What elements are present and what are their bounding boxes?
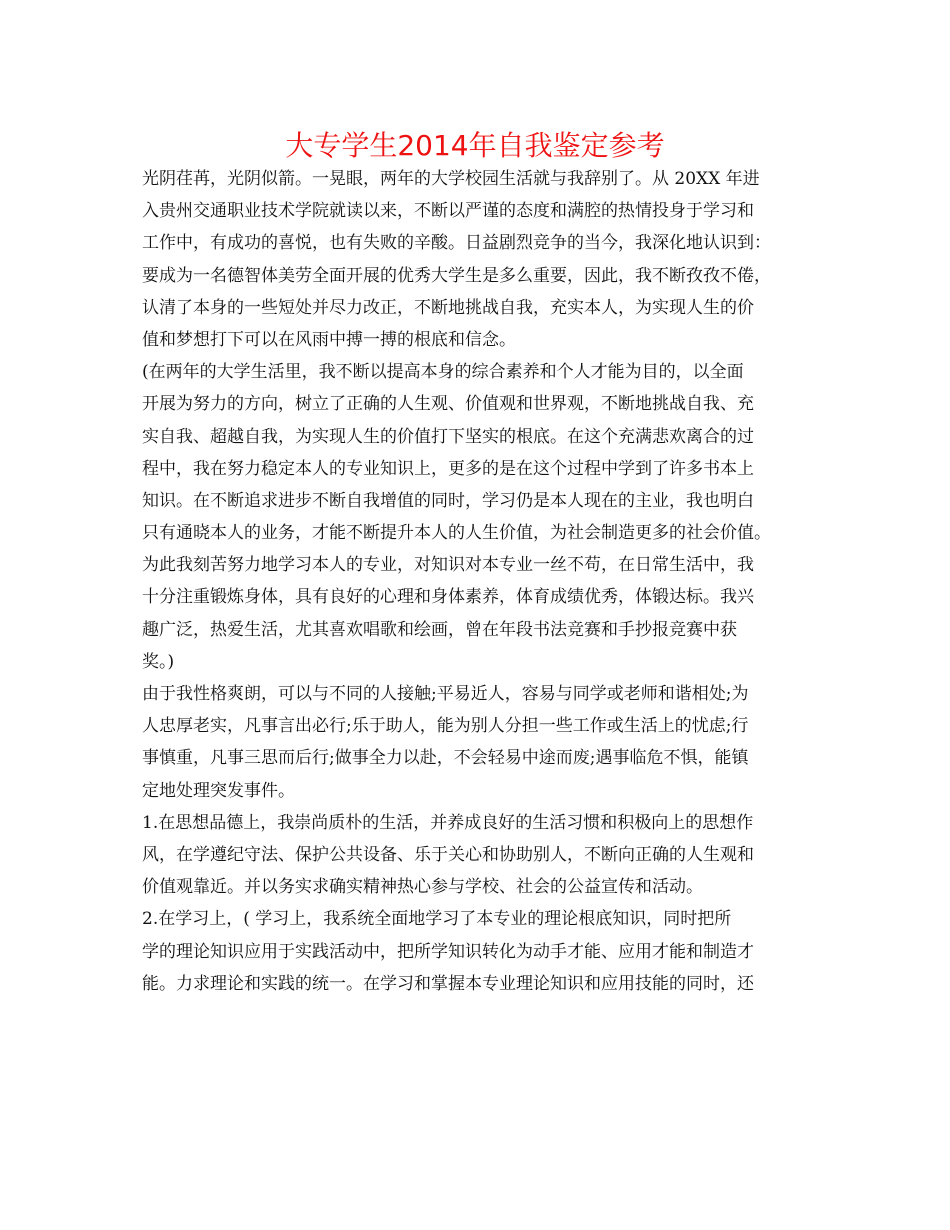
body-text-line: 奖。)	[142, 651, 175, 672]
body-text-line: 2.在学习上，( 学习上，我系统全面地学习了本专业的理论根底知识，同时把所	[142, 909, 732, 930]
body-text-line: 学的理论知识应用于实践活动中，把所学知识转化为动手才能、应用才能和制造才	[142, 941, 754, 962]
body-text-line: 1.在思想品德上，我崇尚质朴的生活，并养成良好的生活习惯和积极向上的思想作	[142, 812, 754, 833]
body-text-line: 只有通晓本人的业务，才能不断提升本人的人生价值，为社会制造更多的社会价值。	[142, 523, 771, 544]
document-body	[142, 163, 807, 1000]
body-text-line: 人忠厚老实，凡事言出必行;乐于助人，能为别人分担一些工作或生活上的忧虑;行	[142, 716, 749, 737]
body-text-line: 十分注重锻炼身体，具有良好的心理和身体素养，体育成绩优秀，体锻达标。我兴	[142, 587, 754, 608]
body-text-line: 光阴荏苒，光阴似箭。一晃眼，两年的大学校园生活就与我辞别了。从 20XX 年进	[142, 169, 760, 189]
body-text-line: 由于我性格爽朗，可以与不同的人接触;平易近人，容易与同学或老师和谐相处;为	[142, 684, 749, 704]
body-text-line: 实自我、超越自我，为实现人生的价值打下坚实的根底。在这个充满悲欢离合的过	[142, 426, 754, 447]
body-text-line: (在两年的大学生活里，我不断以提高本身的综合素养和个人才能为目的，以全面	[142, 362, 744, 383]
body-text-line: 开展为努力的方向，树立了正确的人生观、价值观和世界观，不断地挑战自我、充	[142, 394, 754, 415]
body-text-line: 入贵州交通职业技术学院就读以来，不断以严谨的态度和满腔的热情投身于学习和	[142, 201, 754, 222]
body-text-line: 为此我刻苦努力地学习本人的专业，对知识对本专业一丝不苟，在日常生活中，我	[142, 555, 754, 576]
body-text-line: 值和梦想打下可以在风雨中搏一搏的根底和信念。	[142, 329, 516, 350]
body-text-line: 知识。在不断追求进步不断自我增值的同时，学习仍是本人现在的主业，我也明白	[142, 490, 754, 511]
body-text-line: 价值观靠近。并以务实求确实精神热心参与学校、社会的公益宣传和活动。	[142, 877, 703, 898]
document-title: 大专学生2014年自我鉴定参考	[285, 129, 665, 162]
body-text-line: 趣广泛，热爱生活，尤其喜欢唱歌和绘画，曾在年段书法竞赛和手抄报竞赛中获	[142, 619, 737, 640]
body-text-line: 工作中，有成功的喜悦，也有失败的辛酸。日益剧烈竞争的当今，我深化地认识到：	[142, 233, 771, 254]
body-text-line: 风，在学遵纪守法、保护公共设备、乐于关心和协助别人，不断向正确的人生观和	[142, 844, 754, 865]
body-text-line: 事慎重，凡事三思而后行;做事全力以赴，不会轻易中途而废;遇事临危不惧，能镇	[142, 748, 749, 769]
body-text-line: 定地处理突发事件。	[142, 780, 295, 801]
body-text-line: 认清了本身的一些短处并尽力改正，不断地挑战自我，充实本人，为实现人生的价	[142, 297, 754, 318]
body-text-line: 要成为一名德智体美劳全面开展的优秀大学生是多么重要，因此，我不断孜孜不倦，	[142, 265, 771, 286]
body-text-line: 程中，我在努力稳定本人的专业知识上，更多的是在这个过程中学到了许多书本上	[142, 458, 754, 479]
body-text-line: 能。力求理论和实践的统一。在学习和掌握本专业理论知识和应用技能的同时，还	[142, 973, 754, 994]
